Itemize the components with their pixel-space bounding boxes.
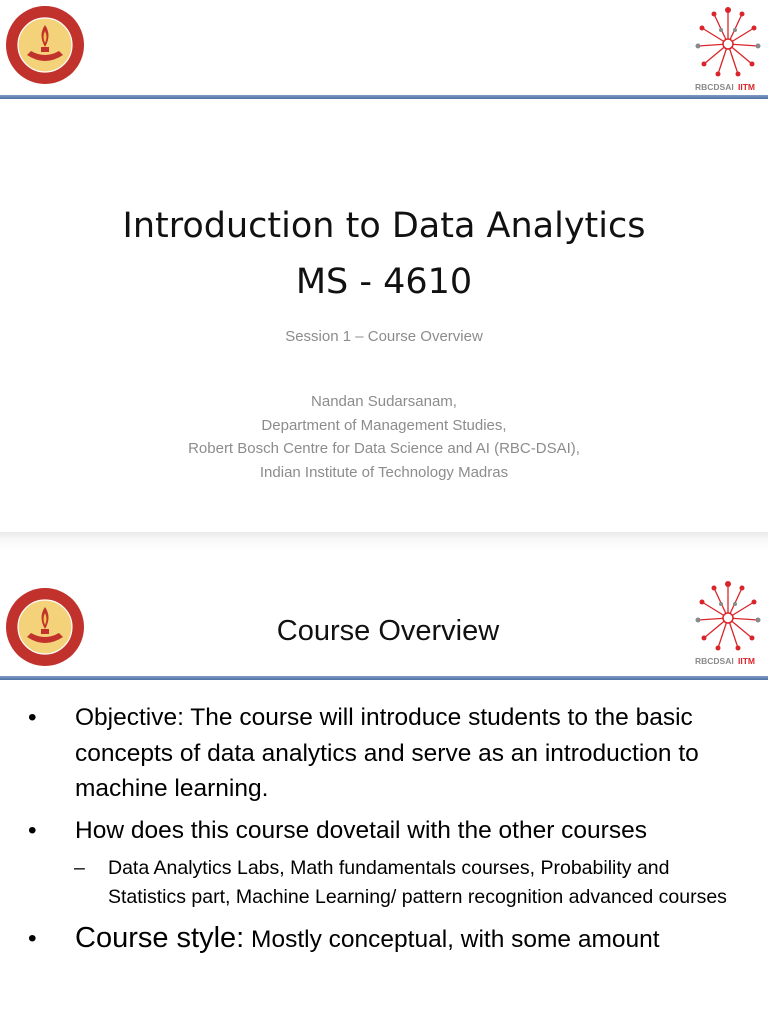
- author-name: Nandan Sudarsanam,: [311, 393, 457, 410]
- bullet-dot: •: [28, 704, 37, 731]
- bullet-list: [28, 700, 748, 964]
- course-style-text: Mostly conceptual, with some amount: [251, 926, 660, 953]
- author-block: [0, 390, 768, 484]
- sub-bullet-text: Data Analytics Labs, Math fundamentals courses, Probability and Statistics part, Machine Learning/ pattern recognition advanced courses: [108, 857, 727, 908]
- sub-bullet-dash: –: [74, 857, 85, 879]
- bullet-item: [28, 700, 748, 807]
- course-overview-slide: [0, 550, 768, 1024]
- iitm-logo-icon: [5, 5, 85, 85]
- slide-separator: [0, 532, 768, 550]
- sub-bullet-item: [28, 854, 748, 911]
- author-department: Department of Management Studies,: [261, 416, 507, 434]
- session-subtitle: Session 1 – Course Overview: [285, 328, 483, 345]
- svg-text:IITM: IITM: [738, 82, 755, 92]
- bullet-item: [28, 921, 748, 958]
- bullet-text: How does this course dovetail with the other courses: [75, 816, 647, 844]
- author-centre: Robert Bosch Centre for Data Science and AI (RBC-DSAI),: [188, 440, 580, 457]
- bullet-dot: •: [28, 925, 37, 952]
- author-institute: Indian Institute of Technology Madras: [259, 463, 509, 481]
- slide-title-line1: Introduction to Data Analytics: [122, 206, 646, 246]
- slide-title: Course Overview: [276, 615, 500, 647]
- svg-text:RBCDSAI: RBCDSAI: [695, 656, 734, 666]
- course-style-label: Course style:: [75, 922, 245, 954]
- bullet-item: [28, 813, 748, 849]
- header-rule: [0, 676, 768, 680]
- bullet-dot: •: [28, 816, 37, 844]
- svg-text:RBCDSAI: RBCDSAI: [695, 82, 734, 92]
- slide-title-line2: MS - 4610: [295, 262, 473, 302]
- svg-text:IITM: IITM: [738, 656, 755, 666]
- header-rule: [0, 95, 768, 99]
- bullet-text: Objective: The course will introduce students to the basic concepts of data analytics and serve as an introduction to machine learning.: [75, 704, 699, 802]
- rbcdsai-logo-icon: [694, 2, 762, 94]
